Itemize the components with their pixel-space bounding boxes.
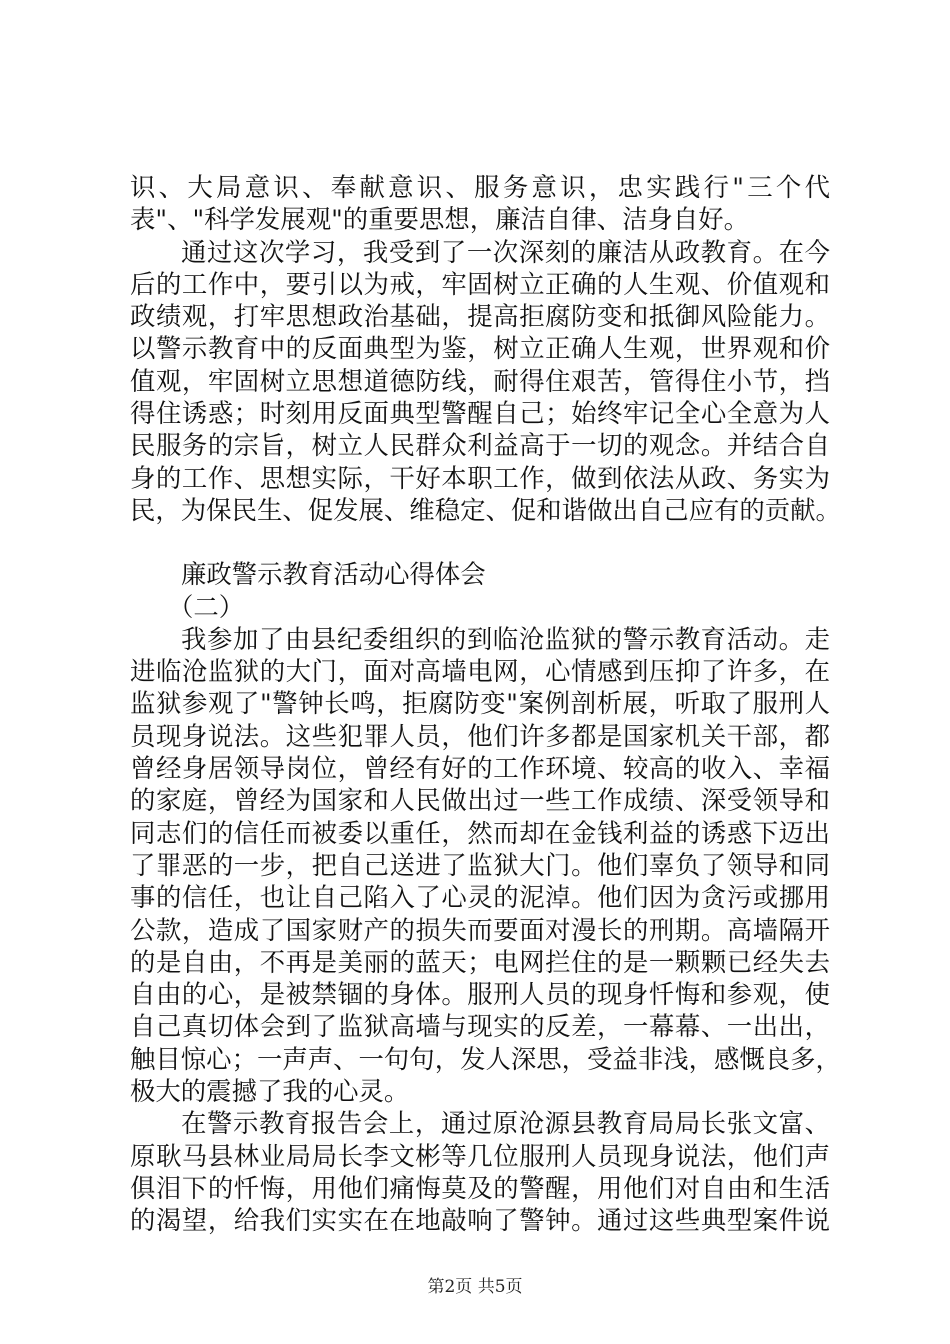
text-line: 事的信任，也让自己陷入了心灵的泥淖。他们因为贪污或挪用 xyxy=(130,882,830,913)
text-line: 值观，牢固树立思想道德防线，耐得住艰苦，管得住小节，挡 xyxy=(130,365,830,396)
paragraph-1 xyxy=(130,171,830,236)
paragraph-gap xyxy=(130,526,830,558)
paragraph-2 xyxy=(130,236,841,527)
text-line: 民服务的宗旨，树立人民群众利益高于一切的观念。并结合自 xyxy=(130,430,830,461)
text-line: 曾经身居领导岗位，曾经有好的工作环境、较高的收入、幸福 xyxy=(130,753,830,784)
text-line: 触目惊心；一声声、一句句，发人深思，受益非浅，感慨良多， xyxy=(130,1043,841,1074)
text-line: 通过这次学习，我受到了一次深刻的廉洁从政教育。在今 xyxy=(181,236,830,267)
text-line: 表"、"科学发展观"的重要思想，廉洁自律、洁身自好。 xyxy=(130,204,750,235)
text-line: 民，为保民生、促发展、维稳定、促和谐做出自己应有的贡献。 xyxy=(130,494,841,525)
document-body xyxy=(130,171,841,1237)
page-footer: 第2页 共5页 xyxy=(427,1277,523,1297)
text-line: 的是自由，不再是美丽的蓝天；电网拦住的是一颗颗已经失去 xyxy=(130,946,830,977)
text-line: 身的工作、思想实际，干好本职工作，做到依法从政、务实为 xyxy=(130,462,830,493)
text-line: 进临沧监狱的大门，面对高墙电网，心情感到压抑了许多，在 xyxy=(130,656,830,687)
text-line: 得住诱惑；时刻用反面典型警醒自己；始终牢记全心全意为人 xyxy=(130,398,830,429)
paragraph-3 xyxy=(130,623,841,1107)
text-line: 在警示教育报告会上，通过原沧源县教育局局长张文富、 xyxy=(181,1108,830,1139)
text-line: 了罪恶的一步，把自己送进了监狱大门。他们辜负了领导和同 xyxy=(130,849,830,880)
text-line: 公款，造成了国家财产的损失而要面对漫长的刑期。高墙隔开 xyxy=(130,914,830,945)
text-line: 后的工作中，要引以为戒，牢固树立正确的人生观、价值观和 xyxy=(130,268,830,299)
text-line: 政绩观，打牢思想政治基础，提高拒腐防变和抵御风险能力。 xyxy=(130,301,830,332)
text-line: 员现身说法。这些犯罪人员，他们许多都是国家机关干部，都 xyxy=(130,720,830,751)
text-line: 自己真切体会到了监狱高墙与现实的反差，一幕幕、一出出， xyxy=(130,1011,830,1042)
text-line: 极大的震撼了我的心灵。 xyxy=(130,1076,410,1107)
text-line: 原耿马县林业局局长李文彬等几位服刑人员现身说法，他们声 xyxy=(130,1140,830,1171)
paragraph-4 xyxy=(130,1107,830,1236)
text-line: 俱泪下的忏悔，用他们痛悔莫及的警醒，用他们对自由和生活 xyxy=(130,1172,830,1203)
text-line: 监狱参观了"警钟长鸣，拒腐防变"案例剖析展，听取了服刑人 xyxy=(130,688,830,719)
section-subheading: （二） xyxy=(168,591,245,622)
text-line: 我参加了由县纪委组织的到临沧监狱的警示教育活动。走 xyxy=(181,623,830,654)
text-line: 以警示教育中的反面典型为鉴，树立正确人生观，世界观和价 xyxy=(130,333,830,364)
text-line: 的渴望，给我们实实在在地敲响了警钟。通过这些典型案件说 xyxy=(130,1205,830,1236)
text-line: 同志们的信任而被委以重任，然而却在金钱利益的诱惑下迈出 xyxy=(130,817,830,848)
text-line: 的家庭，曾经为国家和人民做出过一些工作成绩、深受领导和 xyxy=(130,785,830,816)
text-line: 自由的心，是被禁锢的身体。服刑人员的现身忏悔和参观，使 xyxy=(130,979,830,1010)
section-heading: 廉政警示教育活动心得体会 xyxy=(181,559,486,590)
text-line: 识、大局意识、奉献意识、服务意识，忠实践行"三个代 xyxy=(130,172,830,202)
